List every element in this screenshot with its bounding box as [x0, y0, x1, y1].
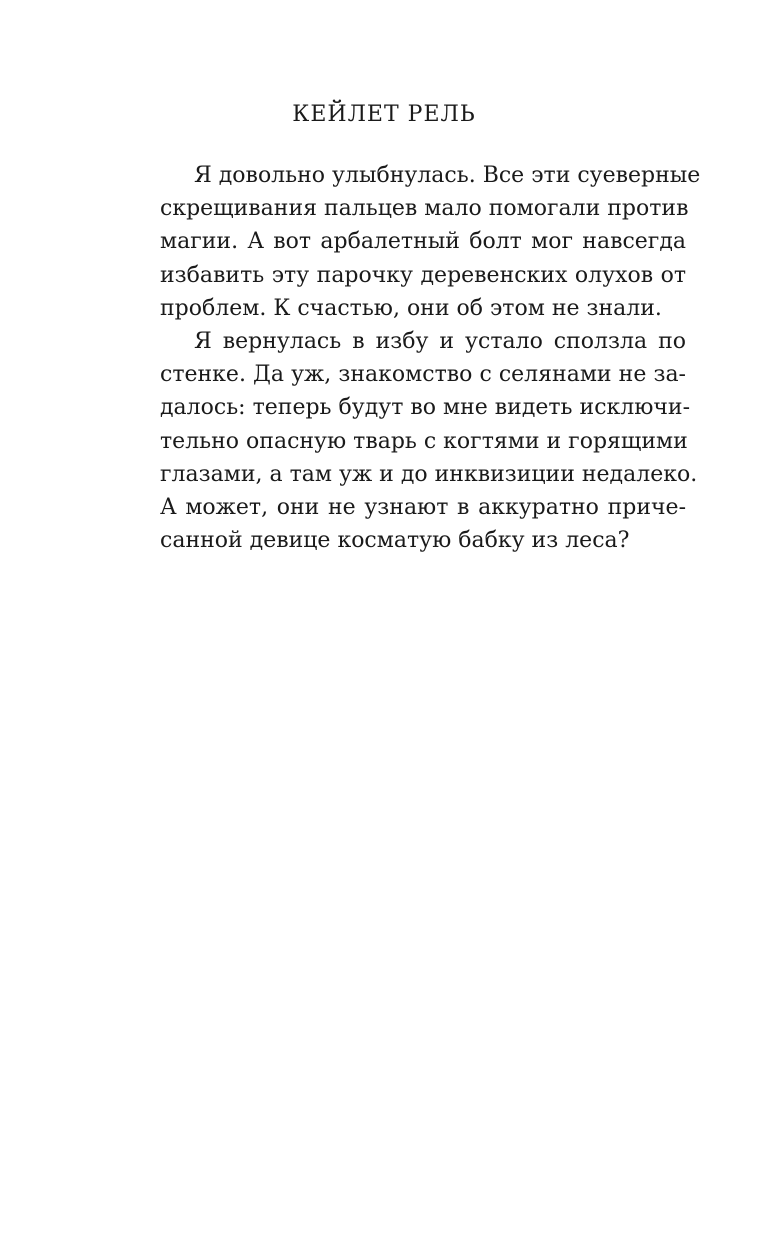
- running-head: КЕЙЛЕТ РЕЛЬ: [292, 102, 476, 127]
- text-line: глазами, а там уж и до инквизиции недалеко.: [160, 461, 698, 487]
- text-line: стенке. Да уж, знакомство с селянами не за-: [160, 362, 686, 388]
- text-line: Я вернулась в избу и устало сползла по: [194, 328, 686, 354]
- text-line: А может, они не узнают в аккуратно приче-: [160, 494, 686, 520]
- body-text: [160, 159, 701, 557]
- text-line: Я довольно улыбнулась. Все эти суеверные: [194, 163, 701, 188]
- text-line: избавить эту парочку деревенских олухов от: [160, 262, 686, 288]
- text-line: далось: теперь будут во мне видеть исключи-: [160, 395, 691, 421]
- text-line: магии. А вот арбалетный болт мог навсегда: [160, 229, 686, 255]
- paragraph-2: [160, 325, 698, 557]
- text-line: санной девице косматую бабку из леса?: [160, 528, 630, 554]
- text-line: тельно опасную тварь с когтями и горящими: [160, 428, 688, 454]
- text-line: проблем. К счастью, они об этом не знали.: [160, 295, 662, 321]
- text-line: скрещивания пальцев мало помогали против: [160, 196, 689, 222]
- paragraph-1: [160, 159, 701, 325]
